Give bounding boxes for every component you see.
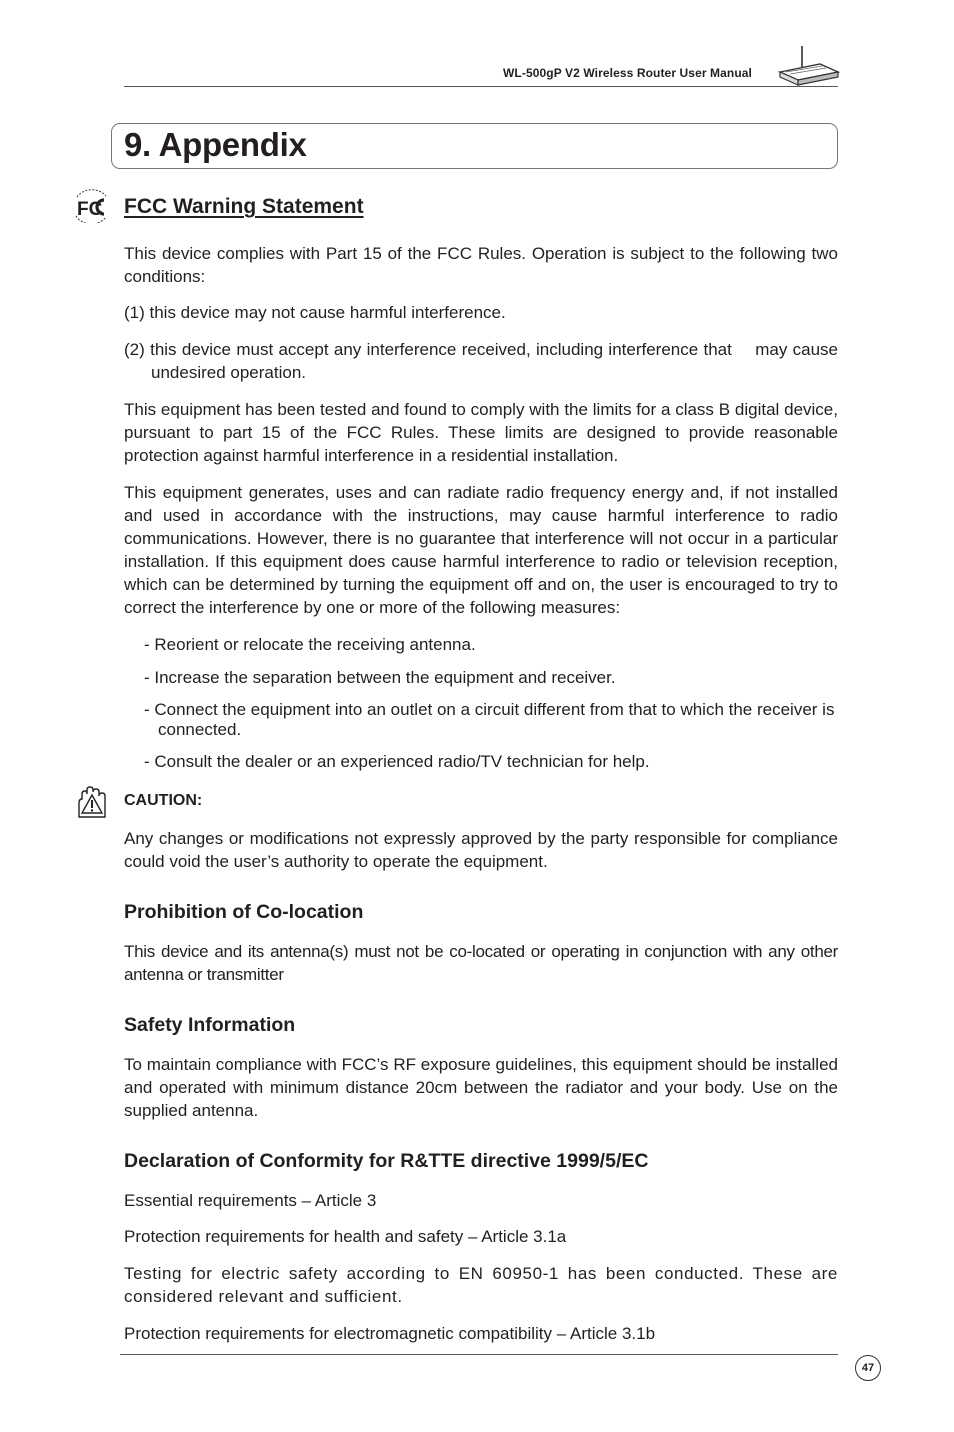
fcc-condition-2-part-a: (2) this device must accept any interference received, including interference that	[124, 340, 732, 359]
caution-label: CAUTION:	[124, 792, 203, 809]
safety-text: To maintain compliance with FCC’s RF exposure guidelines, this equipment should be installed and operated with minimum distance 20cm between the radiator and your body. Use on the supplied antenna.	[124, 1055, 838, 1120]
fcc-logo-icon	[70, 189, 112, 223]
measure-item: - Reorient or relocate the receiving antenna.	[144, 635, 476, 654]
page-number: 47	[855, 1355, 881, 1381]
declaration-item: Essential requirements – Article 3	[124, 1191, 377, 1210]
manual-title: WL-500gP V2 Wireless Router User Manual	[503, 66, 752, 80]
warning-hand-icon	[76, 786, 110, 820]
colocation-text: This device and its antenna(s) must not be co-located or operating in conjunction with any other antenna or transmitter	[124, 942, 838, 984]
fcc-condition-1: (1) this device may not cause harmful interference.	[124, 303, 506, 322]
fcc-generates-paragraph: This equipment generates, uses and can radiate radio frequency energy and, if not installed and used in accordance with the instructions, may cause harmful interference to radio communications. However, there is no guarantee that interference will not occur in a particular installation. If this equipment does cause harmful interference to radio or television reception, which can be determined by turning the equipment off and on, the user is encouraged to try to correct the interference by one or more of the following measures:	[124, 483, 838, 617]
router-icon	[776, 44, 840, 88]
safety-heading: Safety Information	[124, 1014, 296, 1036]
fcc-tested-paragraph: This equipment has been tested and found to comply with the limits for a class B digital device, pursuant to part 15 of the FCC Rules. These limits are designed to provide reasonable protection against harmful interference in a residential installation.	[124, 400, 838, 465]
measure-item: - Consult the dealer or an experienced radio/TV technician for help.	[144, 752, 650, 771]
fcc-heading: FCC Warning Statement	[124, 195, 364, 218]
svg-text:FC: FC	[77, 199, 103, 220]
footer-divider	[120, 1354, 838, 1355]
header-divider	[124, 86, 838, 87]
declaration-heading: Declaration of Conformity for R&TTE directive 1999/5/EC	[124, 1150, 649, 1172]
caution-text: Any changes or modifications not expressly approved by the party responsible for compliance could void the user’s authority to operate the equipment.	[124, 829, 838, 871]
fcc-condition-2	[124, 338, 838, 384]
colocation-heading: Prohibition of Co-location	[124, 901, 364, 923]
chapter-title: 9. Appendix	[124, 126, 307, 163]
measure-item: - Connect the equipment into an outlet on a circuit different from that to which the receiver is connected.	[144, 700, 835, 739]
declaration-item: Testing for electric safety according to EN 60950-1 has been conducted. These are considered relevant and sufficient.	[124, 1264, 838, 1306]
measure-item: - Increase the separation between the equipment and receiver.	[144, 668, 616, 687]
fcc-condition-2-part-b: may cause undesired operation.	[151, 340, 838, 382]
declaration-item: Protection requirements for health and safety – Article 3.1a	[124, 1227, 567, 1246]
fcc-intro: This device complies with Part 15 of the FCC Rules. Operation is subject to the following two conditions:	[124, 244, 838, 286]
declaration-item: Protection requirements for electromagnetic compatibility – Article 3.1b	[124, 1324, 656, 1343]
